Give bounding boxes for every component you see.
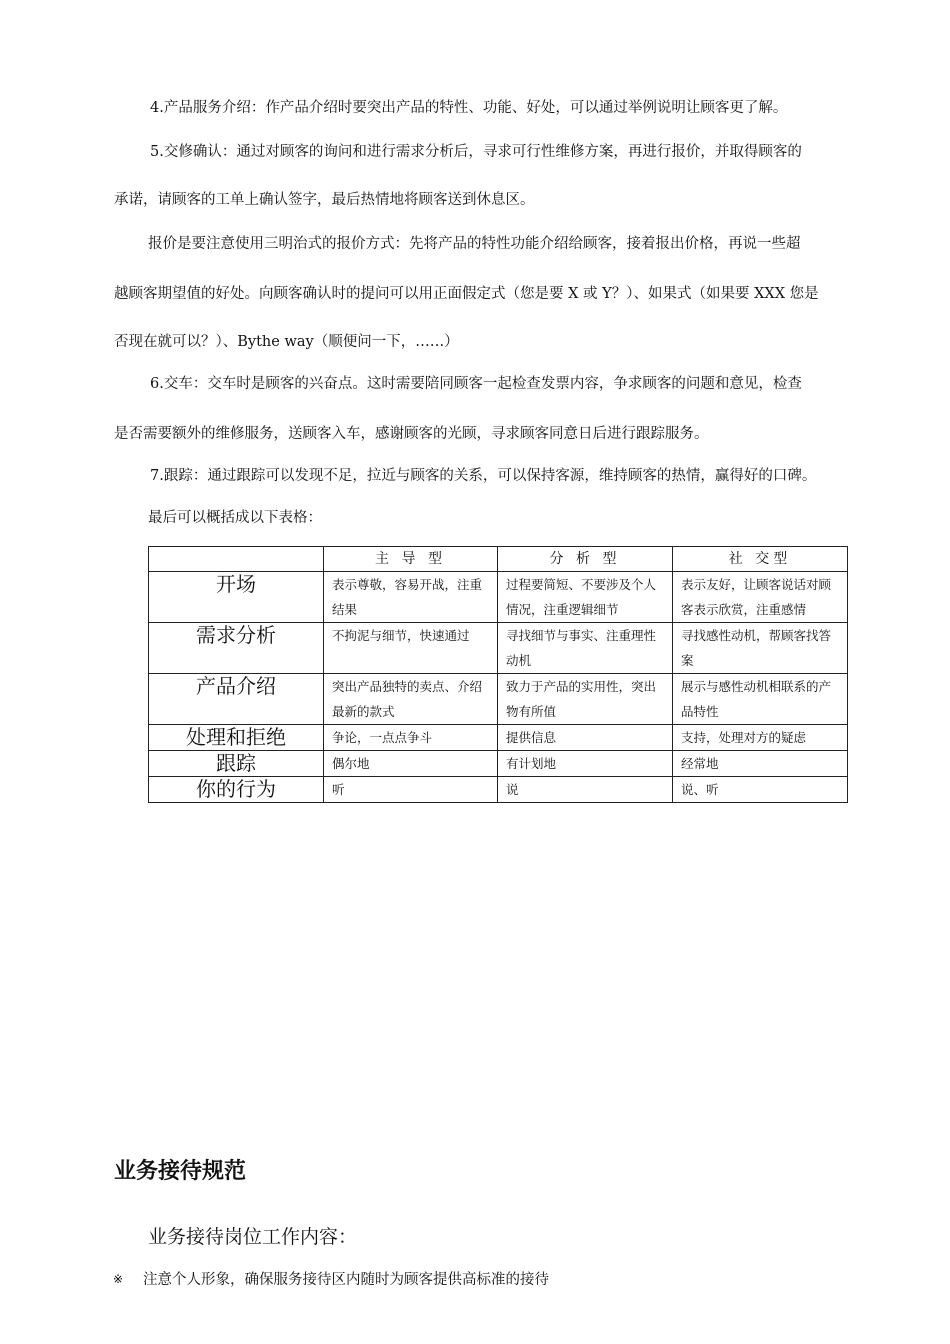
paragraph-repair-confirm-line1: 5.交修确认：通过对顾客的询问和进行需求分析后，寻求可行性维修方案，再进行报价，并取得顾客的 [150, 144, 802, 160]
summary-table [148, 546, 848, 803]
section-subheading: 业务接待岗位工作内容： [148, 1226, 358, 1248]
table-row [149, 725, 848, 751]
table-cell: 支持，处理对方的疑虑 [673, 725, 848, 751]
row-label: 跟踪 [149, 751, 324, 777]
table-cell: 寻找细节与事实、注重理性动机 [498, 623, 673, 674]
table-row [149, 674, 848, 725]
paragraph-delivery-line1: 6.交车：交车时是顾客的兴奋点。这时需要陪同顾客一起检查发票内容，争求顾客的问题和意见，检查 [150, 376, 802, 392]
table-cell: 致力于产品的实用性，突出物有所值 [498, 674, 673, 725]
bullet-item: 注意个人形象，确保服务接待区内随时为顾客提供高标准的接待 [143, 1272, 549, 1288]
table-cell: 争论，一点点争斗 [324, 725, 498, 751]
paragraph-repair-confirm-line2: 承诺，请顾客的工单上确认签字，最后热情地将顾客送到休息区。 [114, 192, 535, 208]
table-cell: 突出产品独特的卖点、介绍最新的款式 [324, 674, 498, 725]
paragraph-quote-line1: 报价是要注意使用三明治式的报价方式：先将产品的特性功能介绍给顾客，接着报出价格，再说一些超 [148, 236, 801, 252]
paragraph-quote-line3: 否现在就可以？）、Bythe way（顺便问一下，……） [114, 334, 459, 350]
table-cell: 有计划地 [498, 751, 673, 777]
reference-mark-icon: ※ [113, 1272, 124, 1286]
table-cell: 经常地 [673, 751, 848, 777]
table-row [149, 777, 848, 803]
section-heading: 业务接待规范 [114, 1159, 247, 1184]
table-intro: 最后可以概括成以下表格： [148, 510, 322, 526]
paragraph-follow-up: 7.跟踪：通过跟踪可以发现不足，拉近与顾客的关系，可以保持客源，维持顾客的热情，赢得好的口碑。 [150, 468, 817, 484]
table-cell: 听 [324, 777, 498, 803]
table-row [149, 572, 848, 623]
table-header-analytical: 分 析 型 [498, 547, 673, 572]
table-header-empty [149, 547, 324, 572]
table-cell: 表示尊敬，容易开战，注重结果 [324, 572, 498, 623]
paragraph-delivery-line2: 是否需要额外的维修服务，送顾客入车，感谢顾客的光顾，寻求顾客同意日后进行跟踪服务。 [114, 426, 709, 442]
table-cell: 不拘泥与细节，快速通过 [324, 623, 498, 674]
paragraph-quote-line2: 越顾客期望值的好处。向顾客确认时的提问可以用正面假定式（您是要 X 或 Y？）、如果式（如果要 XXX 您是 [114, 286, 819, 302]
row-label: 需求分析 [149, 623, 324, 674]
table-row [149, 751, 848, 777]
table-row [149, 623, 848, 674]
row-label: 产品介绍 [149, 674, 324, 725]
table-cell: 过程要简短、不要涉及个人情况，注重逻辑细节 [498, 572, 673, 623]
table-cell: 表示友好，让顾客说话对顾客表示欣赏，注重感情 [673, 572, 848, 623]
paragraph-product-intro: 4.产品服务介绍：作产品介绍时要突出产品的特性、功能、好处，可以通过举例说明让顾客更了解。 [150, 100, 788, 116]
table-cell: 说、听 [673, 777, 848, 803]
table-header-social: 社 交型 [673, 547, 848, 572]
row-label: 你的行为 [149, 777, 324, 803]
table-cell: 说 [498, 777, 673, 803]
table-cell: 展示与感性动机相联系的产品特性 [673, 674, 848, 725]
table-header-row [149, 547, 848, 572]
table-cell: 偶尔地 [324, 751, 498, 777]
row-label: 处理和拒绝 [149, 725, 324, 751]
table-cell: 寻找感性动机，帮顾客找答案 [673, 623, 848, 674]
row-label: 开场 [149, 572, 324, 623]
table-cell: 提供信息 [498, 725, 673, 751]
table-header-dominant: 主 导 型 [324, 547, 498, 572]
